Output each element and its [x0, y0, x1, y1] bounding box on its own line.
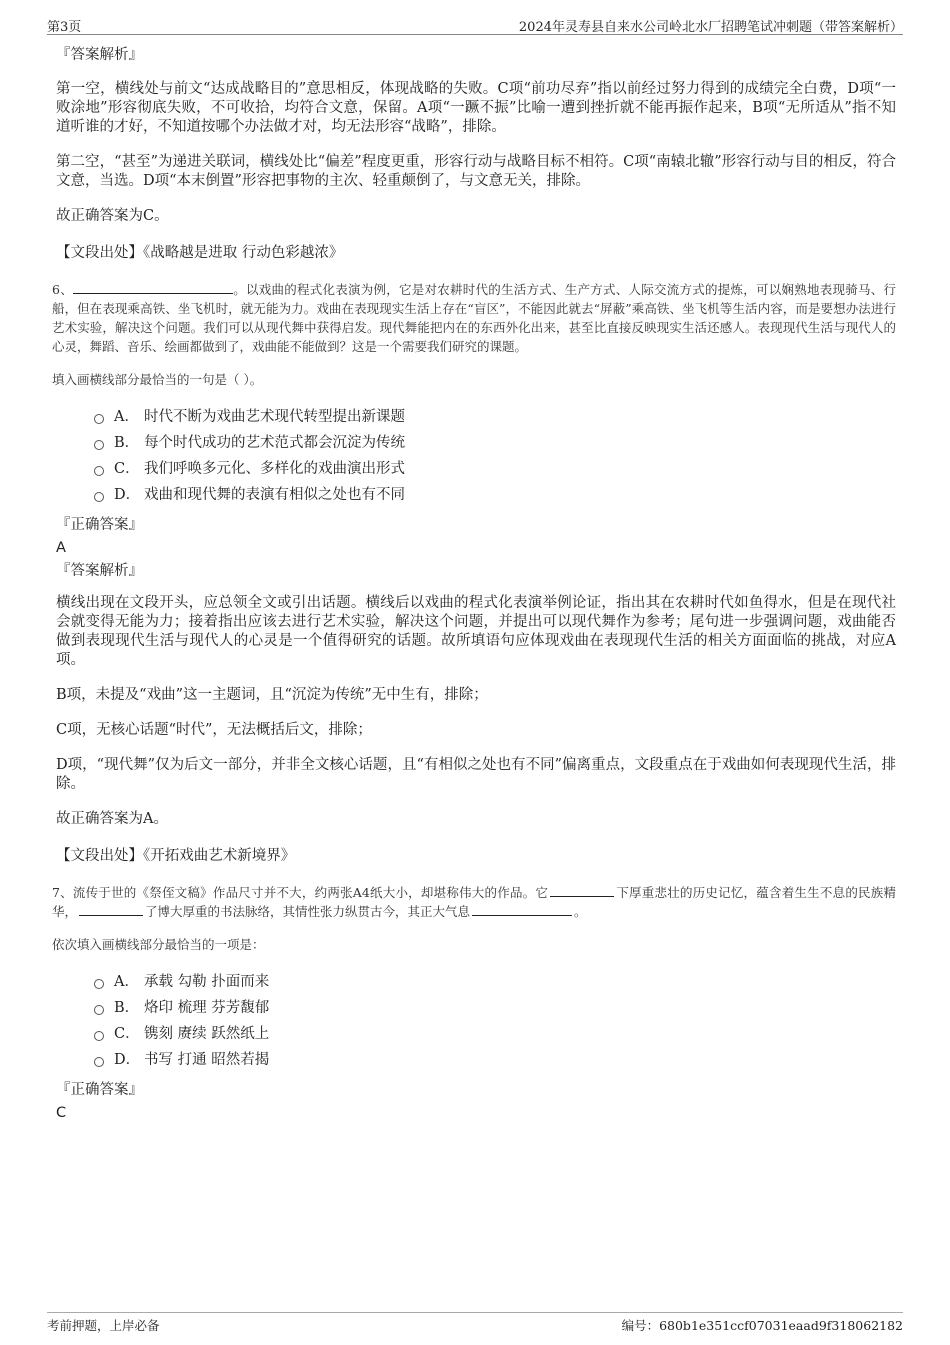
- analysis-paragraph: 第一空，横线处与前文“达成战略目的”意思相反，体现战略的失败。C项“前功尽弃”指以前经过努力得到的成绩完全白费，D项“一败涂地”形容彻底失败，不可收拾，均符合文意，保留。A项“一蹶不振”比喻一遭到挫折就不能再振作起来，B项“无所适从”指不知道听谁的才好，不知道按哪个办法做才对，均无法形容“战略”，排除。: [56, 81, 896, 135]
- footer-slogan: 考前押题，上岸必备: [47, 1318, 160, 1333]
- option-text: 每个时代成功的艺术范式都会沉淀为传统: [144, 435, 405, 451]
- page-header: [47, 14, 903, 35]
- question-prompt: 填入画横线部分最恰当的一句是（ ）。: [52, 372, 263, 387]
- option-a[interactable]: [94, 969, 896, 995]
- option-text: 镌刻 赓续 跃然纸上: [144, 1026, 270, 1042]
- question-7: [52, 883, 896, 921]
- page-footer: [47, 1312, 903, 1333]
- correct-answer: C: [56, 1105, 67, 1121]
- option-text: 我们呼唤多元化、多样化的戏曲演出形式: [144, 461, 405, 477]
- radio-icon[interactable]: [94, 979, 104, 989]
- analysis-conclusion: 故正确答案为A。: [56, 811, 168, 827]
- option-letter: C．: [114, 461, 140, 477]
- option-d[interactable]: [94, 482, 896, 508]
- analysis-paragraph: 横线出现在文段开头，应总领全文或引出话题。横线后以戏曲的程式化表演举例论证，指出其在农耕时代如鱼得水，但是在现代社会就变得无能为力；接着指出应该去进行艺术实验，解决这个问题，并提出可以现代舞作为参考；尾句进一步强调问题，戏曲能否做到表现现代生活与现代人的心灵是一个值得研究的话题。故所填语句应体现戏曲在表现现代生活的相关方面面临的挑战，对应A项。: [56, 595, 896, 668]
- option-letter: C．: [114, 1026, 140, 1042]
- analysis-label: 『答案解析』: [56, 47, 143, 63]
- fill-blank: [550, 884, 614, 897]
- option-letter: A．: [114, 974, 139, 990]
- question-text: 。: [574, 904, 587, 919]
- option-letter: D．: [114, 1052, 141, 1068]
- radio-icon[interactable]: [94, 1031, 104, 1041]
- radio-icon[interactable]: [94, 1057, 104, 1067]
- radio-icon[interactable]: [94, 492, 104, 502]
- fill-blank: [472, 903, 572, 916]
- question-text: 了博大厚重的书法脉络，其情性张力纵贯古今，其正大气息: [145, 904, 471, 919]
- correct-answer-label: 『正确答案』: [56, 1082, 143, 1098]
- question-text: 下厚重悲壮的历史记忆，蕴含着生生不息的民族精华，: [52, 885, 896, 919]
- option-text: 书写 打通 昭然若揭: [144, 1052, 270, 1068]
- document-body: [52, 44, 897, 1125]
- analysis-paragraph: 第二空，“甚至”为递进关联词，横线处比“偏差”程度更重，形容行动与战略目标不相符。C项“南辕北辙”形容行动与目的相反，符合文意，当选。D项“本末倒置”形容把事物的主次、轻重颠倒了，与文意无关，排除。: [56, 154, 896, 189]
- option-text: 烙印 梳理 芬芳馥郁: [144, 1000, 270, 1016]
- option-letter: B．: [114, 435, 140, 451]
- question-prompt: 依次填入画横线部分最恰当的一项是：: [52, 937, 265, 952]
- option-c[interactable]: [94, 456, 896, 482]
- document-title: 2024年灵寿县自来水公司岭北水厂招聘笔试冲刺题（带答案解析）: [518, 20, 903, 35]
- answer-options: [94, 404, 896, 508]
- analysis-label: 『答案解析』: [56, 563, 143, 579]
- question-text: 。以戏曲的程式化表演为例，它是对农耕时代的生活方式、生产方式、人际交流方式的提炼，可以娴熟地表现骑马、行船，但在表现乘高铁、坐飞机时，就无能为力。戏曲在表现现实生活上存在“盲区”，不能因此就去“屏蔽”乘高铁、坐飞机等生活内容，而是要想办法进行艺术实验，解决这个问题。我们可以从现代舞中获得启发。现代舞能把内在的东西外化出来，甚至比直接反映现实生活还感人。表现现代生活与现代人的心灵，舞蹈、音乐、绘画都做到了，戏曲能不能做到？这是一个需要我们研究的课题。: [52, 282, 897, 354]
- source-citation: 【文段出处】《战略越是进取 行动色彩越浓》: [56, 245, 344, 261]
- radio-icon[interactable]: [94, 414, 104, 424]
- document-id: 编号：680b1e351ccf07031eaad9f318062182: [621, 1318, 903, 1333]
- option-c[interactable]: [94, 1021, 896, 1047]
- radio-icon[interactable]: [94, 440, 104, 450]
- analysis-paragraph: C项，无核心话题“时代”，无法概括后文，排除；: [56, 722, 372, 738]
- analysis-conclusion: 故正确答案为C。: [56, 208, 169, 224]
- option-text: 时代不断为戏曲艺术现代转型提出新课题: [144, 409, 405, 425]
- source-citation: 【文段出处】《开拓戏曲艺术新境界》: [56, 848, 296, 864]
- correct-answer: A: [56, 540, 66, 556]
- option-letter: D．: [114, 487, 141, 503]
- option-b[interactable]: [94, 995, 896, 1021]
- radio-icon[interactable]: [94, 1005, 104, 1015]
- page-number: 第3页: [47, 20, 82, 35]
- analysis-paragraph: B项，未提及“戏曲”这一主题词，且“沉淀为传统”无中生有，排除；: [56, 687, 488, 703]
- correct-answer-label: 『正确答案』: [56, 517, 143, 533]
- question-number: 6、: [52, 282, 73, 297]
- analysis-paragraph: D项，“现代舞”仅为后文一部分，并非全文核心话题，且“有相似之处也有不同”偏离重点，文段重点在于戏曲如何表现现代生活，排除。: [56, 757, 896, 792]
- option-text: 戏曲和现代舞的表演有相似之处也有不同: [144, 487, 405, 503]
- option-letter: A．: [114, 409, 139, 425]
- question-number: 7、: [52, 885, 73, 900]
- option-text: 承载 勾勒 扑面而来: [144, 974, 270, 990]
- question-text: 流传于世的《祭侄文稿》作品尺寸并不大，约两张A4纸大小，却堪称伟大的作品。它: [72, 885, 549, 900]
- option-a[interactable]: [94, 404, 896, 430]
- option-letter: B．: [114, 1000, 140, 1016]
- option-d[interactable]: [94, 1047, 896, 1073]
- option-b[interactable]: [94, 430, 896, 456]
- radio-icon[interactable]: [94, 466, 104, 476]
- fill-blank: [73, 281, 233, 294]
- question-6: [52, 280, 896, 356]
- fill-blank: [79, 903, 143, 916]
- answer-options: [94, 969, 896, 1073]
